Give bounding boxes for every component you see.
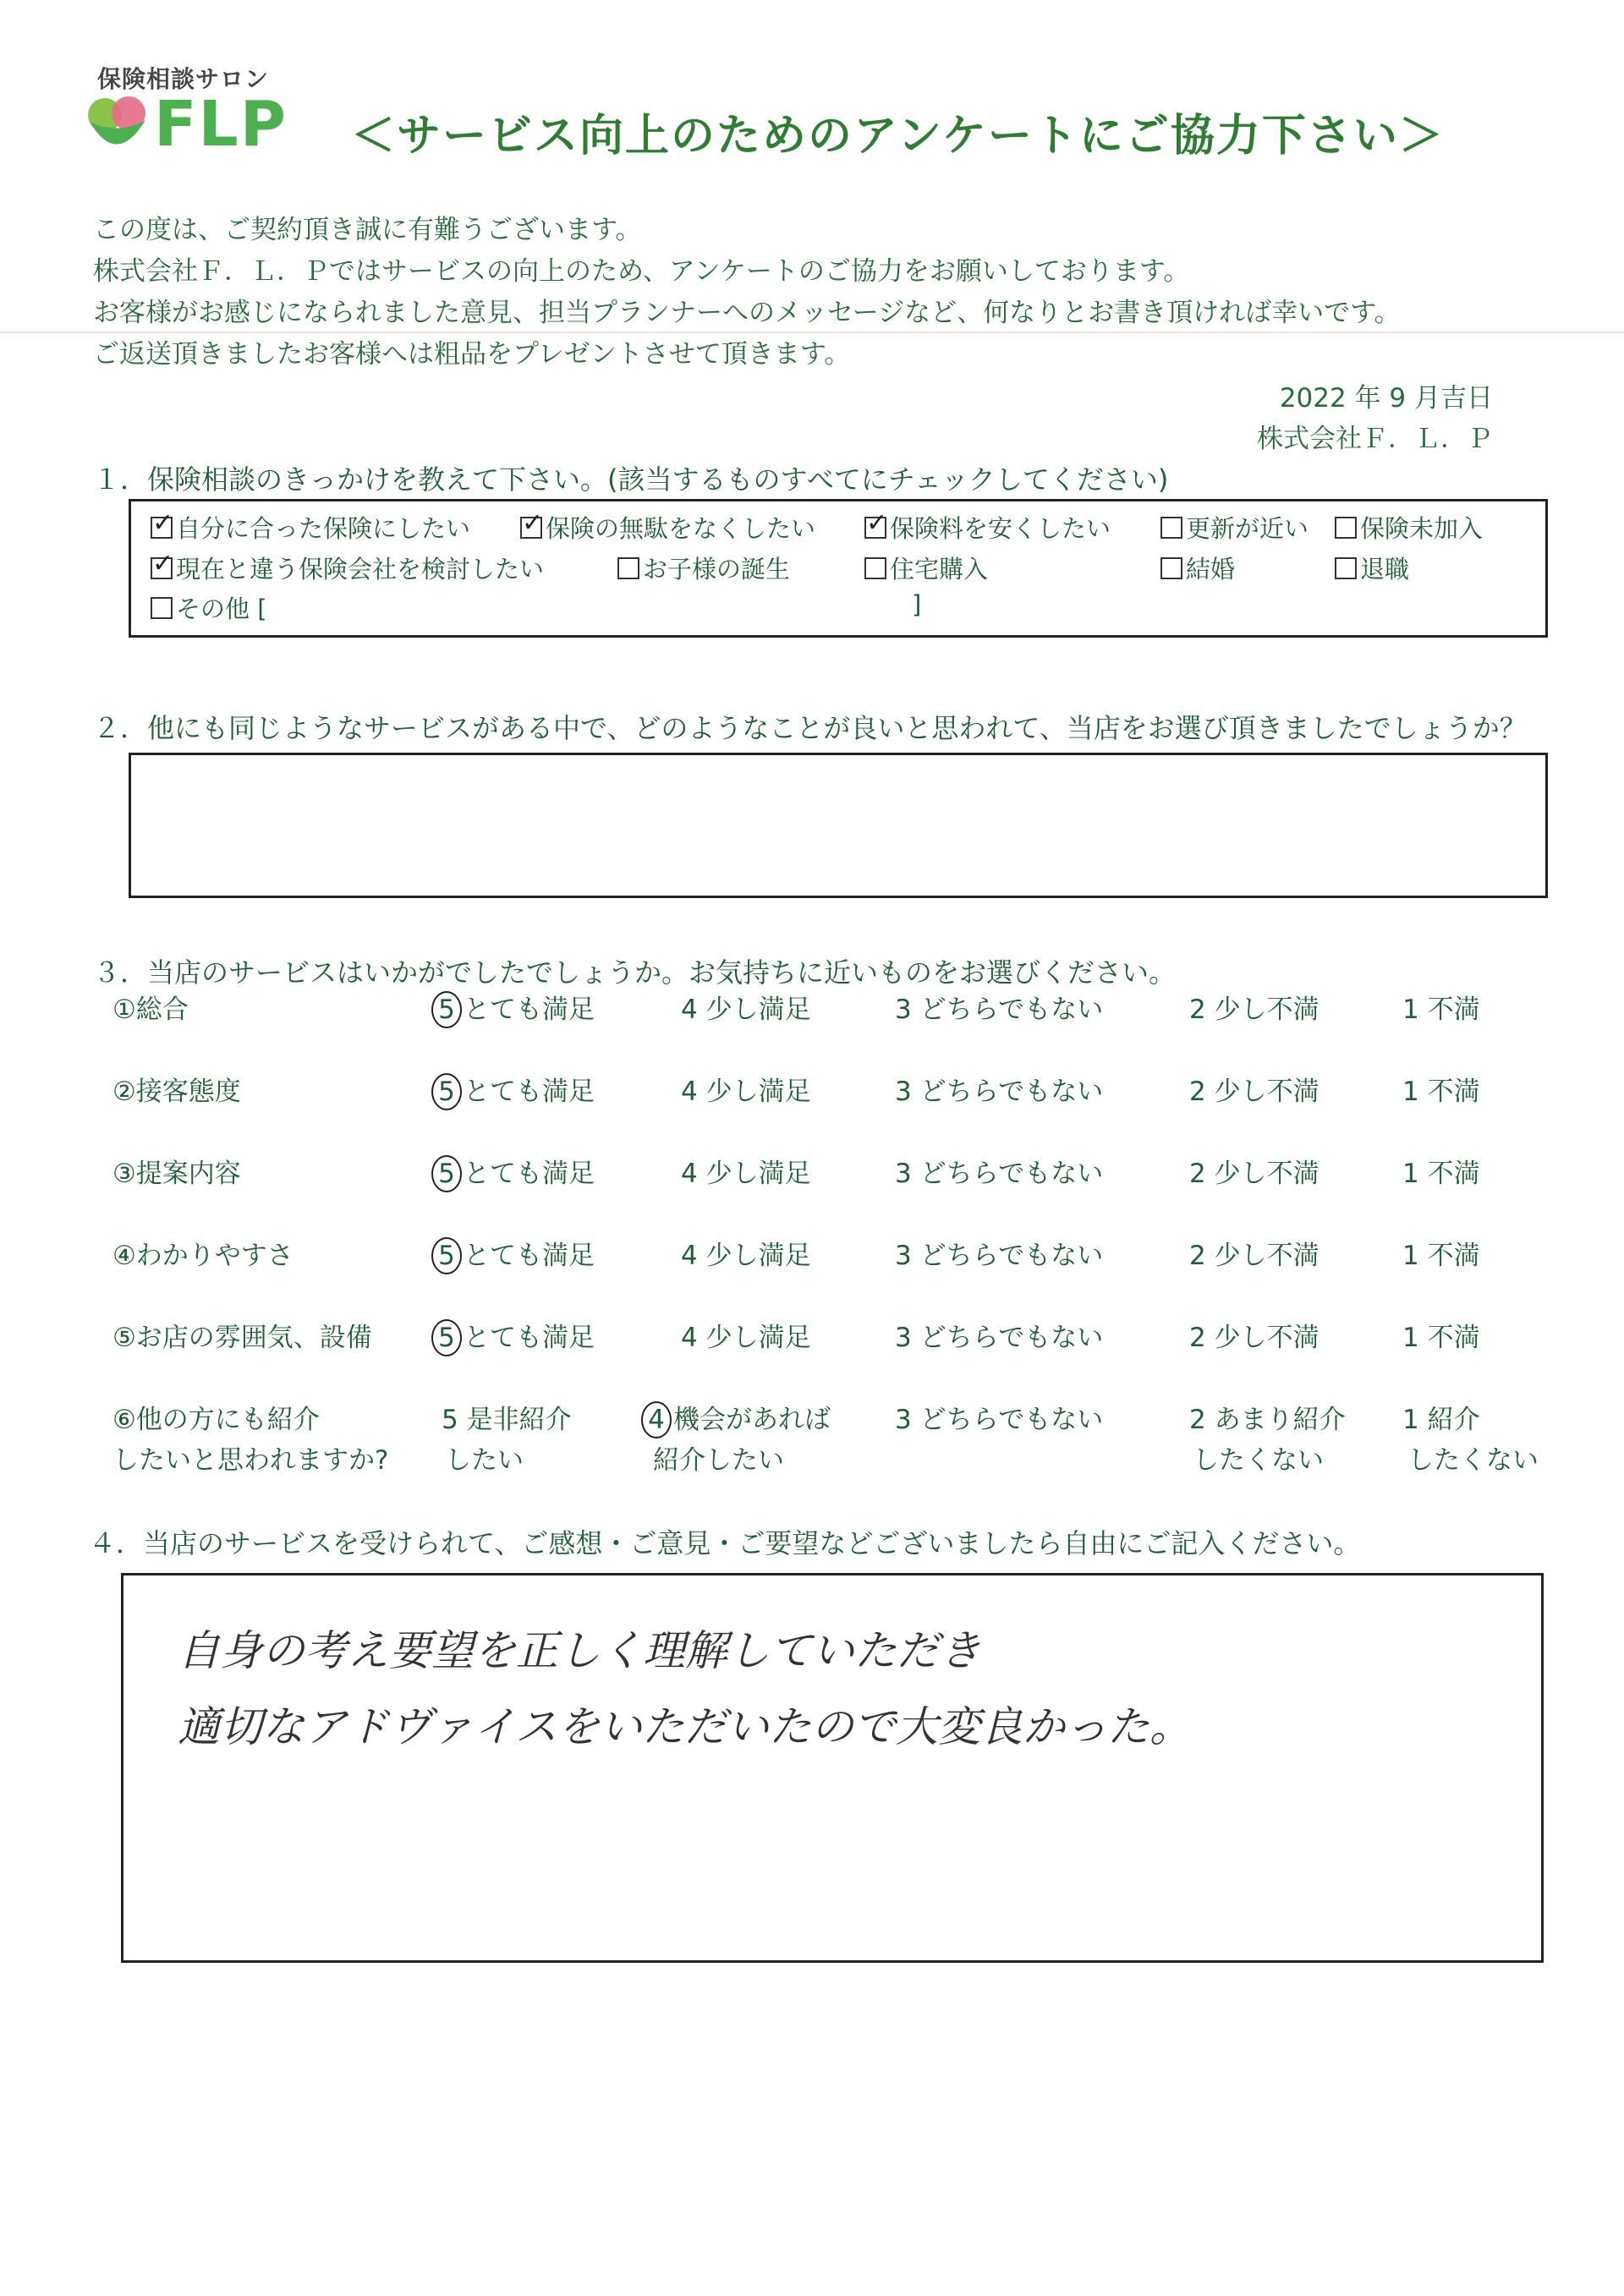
rating-option-5[interactable]: 5 とても満足 [431,1316,595,1356]
q1-other-close: ] [912,590,922,619]
rating-option-5[interactable]: 5 是非紹介 [442,1405,572,1435]
checkbox[interactable] [151,597,173,619]
rating-option-4[interactable]: 4 少し満足 [681,1241,811,1271]
checkbox[interactable] [1335,557,1357,579]
checkbox[interactable] [617,557,639,579]
rating-option-5[interactable]: 5 とても満足 [431,1152,595,1192]
q1-option[interactable]: 更新が近い [1160,510,1309,545]
rating-option-1-line2: したくない [1407,1445,1539,1476]
handwritten-line: 自身の考え要望を正しく理解していただき [178,1626,981,1675]
q1-option[interactable]: 保険未加入 [1335,510,1483,545]
rating-option-2[interactable]: 2 少し不満 [1189,1077,1320,1107]
handwritten-line: 適切なアドヴァイスをいただいたので大変良かった。 [178,1702,1192,1751]
intro-line: ご返送頂きましたお客様へは粗品をプレゼントさせて頂きます。 [93,339,851,370]
rating-option-4[interactable]: 4 少し満足 [681,1077,811,1107]
q1-option[interactable]: 住宅購入 [864,551,988,585]
checkbox[interactable] [151,557,173,579]
rating-row-label: ③提案内容 [112,1159,241,1189]
heart-logo-icon [85,95,151,156]
logo-subtitle: 保険相談サロン [97,65,270,93]
q4-title: ４．当店のサービスを受けられて、ご感想・ご意見・ご要望などございましたら自由にご記入ください。 [89,1527,1361,1559]
rating-option-2[interactable]: 2 少し不満 [1189,1159,1320,1189]
rating-option-3[interactable]: 3 どちらでもない [895,1323,1104,1353]
rating-option-1[interactable]: 1 不満 [1402,995,1480,1025]
rating-row-label: ①総合 [112,995,189,1025]
page-title: ＜サービス向上のためのアンケートにご協力下さい＞ [351,111,1445,162]
rating-option-1[interactable]: 1 不満 [1402,1077,1480,1107]
rating-option-1[interactable]: 1 不満 [1402,1323,1480,1353]
rating-option-1[interactable]: 1 不満 [1402,1241,1480,1271]
checkbox[interactable] [520,517,542,539]
rating-option-2[interactable]: 2 少し不満 [1189,995,1320,1025]
intro-line: 株式会社Ｆ．Ｌ．Ｐではサービスの向上のため、アンケートのご協力をお願いしております。 [93,256,1190,287]
checkbox[interactable] [864,557,886,579]
q1-option[interactable]: 退職 [1335,551,1409,585]
intro-text [93,210,1401,375]
checkbox[interactable] [1160,517,1182,539]
rating-option-4[interactable]: 4 少し満足 [681,1159,811,1189]
rating-option-2-line2: したくない [1193,1445,1324,1476]
q1-option[interactable]: ✓ 保険の無駄をなくしたい [520,510,815,545]
q1-option[interactable]: お子様の誕生 [617,551,790,585]
q1-option[interactable]: ✓自分に合った保険にしたい [151,510,470,545]
rating-option-3[interactable]: 3 どちらでもない [895,995,1104,1025]
q1-title: １．保険相談のきっかけを教えて下さい。(該当するものすべてにチェックしてください) [93,463,1169,496]
logo-text: FLP [154,88,288,161]
intro-line: この度は、ご契約頂き誠に有難うございます。 [93,215,642,245]
intro-line: お客様がお感じになられました意見、担当プランナーへのメッセージなど、何なりとお書き頂ければ幸いです。 [93,298,1401,328]
rating-option-3[interactable]: 3 どちらでもない [895,1405,1104,1435]
company-name: 株式会社Ｆ．Ｌ．Ｐ [1257,424,1493,454]
rating-option-3[interactable]: 3 どちらでもない [895,1077,1104,1107]
q1-option[interactable]: ✓ 保険料を安くしたい [864,510,1111,545]
q1-option-other[interactable]: その他 [ [151,590,267,625]
rating-option-5-line2: したい [445,1445,524,1476]
rating-option-3[interactable]: 3 どちらでもない [895,1159,1104,1189]
rating-option-2[interactable]: 2 少し不満 [1189,1323,1320,1353]
rating-row-label: ④わかりやすさ [112,1241,294,1271]
q3-title: ３．当店のサービスはいかがでしたでしょうか。お気持ちに近いものをお選びください。 [93,956,1177,989]
rating-row-label: ⑤お店の雰囲気、設備 [112,1323,372,1353]
rating-row-label: ⑥他の方にも紹介 [112,1405,320,1435]
checkbox[interactable] [1160,557,1182,579]
rating-option-4[interactable]: 4 少し満足 [681,995,811,1025]
q2-answer-box[interactable] [129,753,1548,898]
rating-option-2[interactable]: 2 少し不満 [1189,1241,1320,1271]
rating-option-1[interactable]: 1 紹介 [1402,1405,1480,1435]
q2-title: ２．他にも同じようなサービスがある中で、どのようなことが良いと思われて、当店をお選び頂きましたでしょうか？ [93,712,1527,744]
q1-option[interactable]: 結婚 [1160,551,1235,585]
checkbox[interactable] [1335,517,1357,539]
rating-option-1[interactable]: 1 不満 [1402,1159,1480,1189]
checkbox[interactable] [151,517,173,539]
rating-option-5[interactable]: 5 とても満足 [431,1234,595,1274]
q1-option[interactable]: ✓現在と違う保険会社を検討したい [151,551,544,585]
checkbox[interactable] [864,517,886,539]
rating-row-label: ②接客態度 [112,1077,241,1107]
rating-option-4[interactable]: 4 少し満足 [681,1323,811,1353]
date: 2022 年 9 月吉日 [1279,383,1493,414]
rating-option-5[interactable]: 5 とても満足 [431,1070,595,1110]
rating-option-5[interactable]: 5 とても満足 [431,988,595,1028]
rating-option-2[interactable]: 2 あまり紹介 [1189,1405,1346,1435]
rating-option-4-line2: 紹介したい [653,1445,784,1476]
rating-option-4[interactable]: 4 機会があれば [641,1398,831,1438]
rating-row-label-2: したいと思われますか? [112,1445,389,1476]
rating-option-3[interactable]: 3 どちらでもない [895,1241,1104,1271]
